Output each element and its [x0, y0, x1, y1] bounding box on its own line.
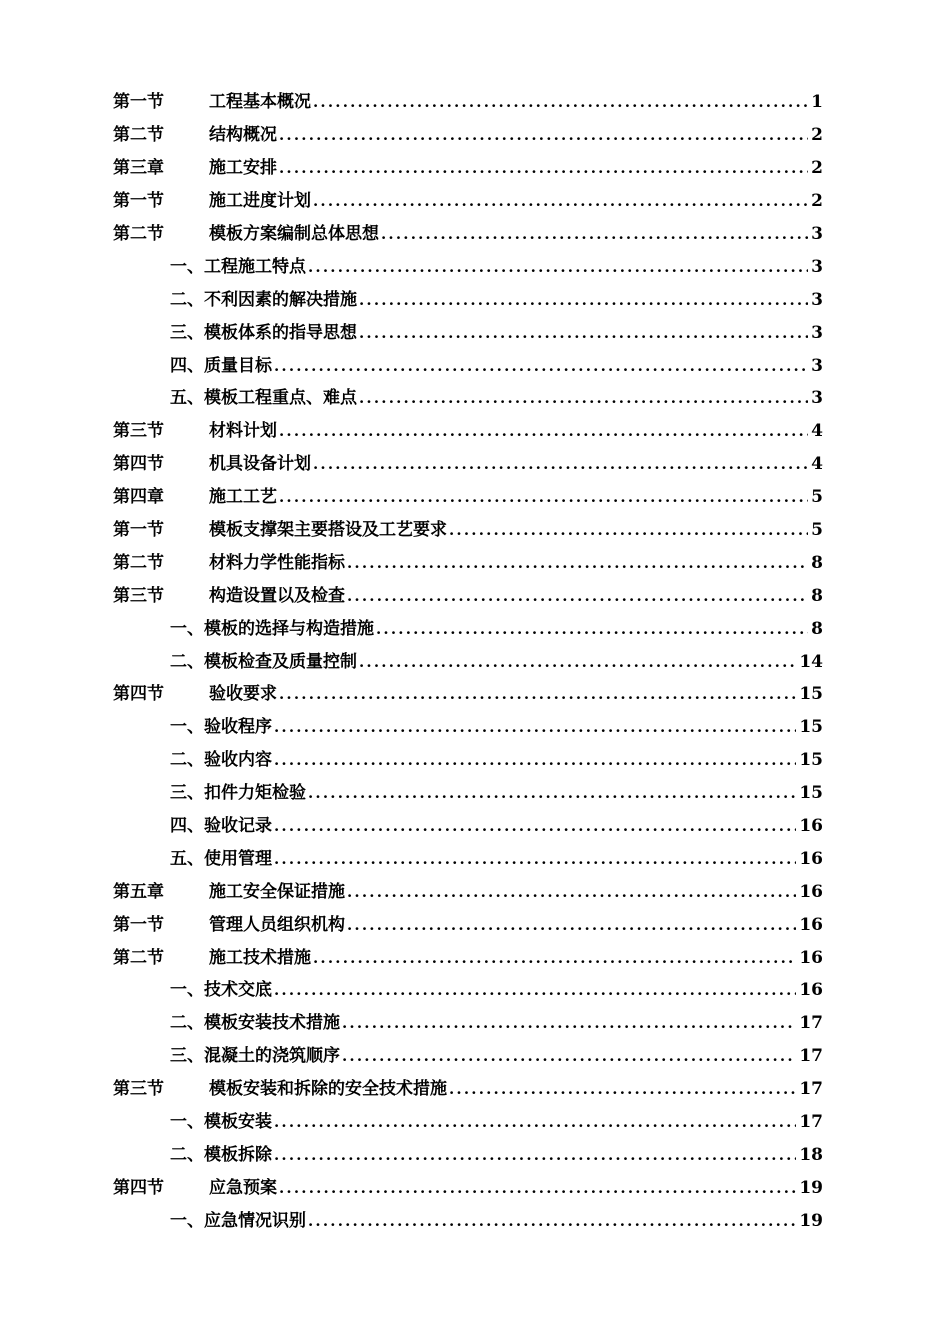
- toc-entry-page-number: 3: [811, 388, 823, 409]
- toc-entry-leader-dots: [347, 586, 808, 606]
- toc-entry-title: 施工安全保证措施: [209, 881, 345, 902]
- toc-entry-title: 模板安装和拆除的安全技术措施: [209, 1079, 447, 1100]
- toc-entry-title: 二、不利因素的解决措施: [170, 289, 357, 310]
- toc-entry-page-number: 16: [799, 848, 823, 869]
- toc-entry-label: 第一节: [113, 191, 164, 212]
- toc-entry[interactable]: [113, 218, 823, 251]
- toc-entry-label: 第三节: [113, 1079, 164, 1100]
- toc-entry-title: 模板支撑架主要搭设及工艺要求: [209, 520, 447, 541]
- toc-entry-page-number: 17: [799, 1079, 823, 1100]
- toc-entry-leader-dots: [274, 1145, 796, 1165]
- toc-subentry[interactable]: [113, 382, 823, 415]
- toc-entry[interactable]: [113, 941, 823, 974]
- toc-entry-label: 第四节: [113, 454, 164, 475]
- toc-entry-label: 第三章: [113, 158, 164, 179]
- toc-entry[interactable]: [113, 415, 823, 448]
- toc-entry-leader-dots: [274, 849, 796, 869]
- toc-entry-title: 构造设置以及检查: [209, 585, 345, 606]
- toc-entry-title: 二、模板安装技术措施: [170, 1013, 340, 1034]
- toc-entry-leader-dots: [308, 1211, 796, 1231]
- toc-entry-title: 一、技术交底: [170, 980, 272, 1001]
- toc-subentry[interactable]: [113, 283, 823, 316]
- toc-subentry[interactable]: [113, 349, 823, 382]
- toc-entry-label: 第四章: [113, 487, 164, 508]
- toc-entry-label: 第三节: [113, 585, 164, 606]
- toc-entry-leader-dots: [279, 158, 808, 178]
- toc-entry-page-number: 3: [811, 224, 823, 244]
- toc-entry-label: 第一节: [113, 92, 164, 113]
- toc-entry-page-number: 16: [799, 947, 823, 968]
- toc-subentry[interactable]: [113, 250, 823, 283]
- toc-entry-leader-dots: [313, 948, 796, 968]
- toc-entry-page-number: 18: [799, 1144, 823, 1165]
- toc-entry-title: 施工工艺: [209, 487, 277, 508]
- toc-entry-page-number: 19: [799, 1177, 823, 1198]
- toc-entry-leader-dots: [274, 1112, 796, 1132]
- toc-entry-title: 五、模板工程重点、难点: [170, 388, 357, 409]
- toc-entry-title: 三、模板体系的指导思想: [170, 322, 357, 343]
- toc-entry-title: 管理人员组织机构: [209, 914, 345, 935]
- toc-subentry[interactable]: [113, 1040, 823, 1073]
- toc-entry[interactable]: [113, 908, 823, 941]
- toc-entry-page-number: 17: [799, 1112, 823, 1133]
- toc-entry-leader-dots: [274, 816, 796, 836]
- toc-subentry[interactable]: [113, 1007, 823, 1040]
- toc-entry-page-number: 2: [811, 191, 823, 212]
- toc-entry-leader-dots: [359, 388, 808, 408]
- toc-entry-label: 第二节: [113, 224, 164, 244]
- toc-entry-page-number: 3: [811, 256, 823, 277]
- toc-entry-page-number: 15: [799, 684, 823, 705]
- toc-entry-page-number: 15: [799, 783, 823, 804]
- toc-entry-page-number: 8: [811, 618, 823, 639]
- toc-entry[interactable]: [113, 119, 823, 152]
- toc-entry-title: 施工进度计划: [209, 191, 311, 212]
- toc-entry-label: 第三节: [113, 421, 164, 442]
- toc-entry-page-number: 15: [799, 750, 823, 771]
- toc-entry-title: 模板方案编制总体思想: [209, 224, 379, 244]
- toc-entry-leader-dots: [279, 487, 808, 507]
- toc-entry-page-number: 2: [811, 125, 823, 146]
- toc-entry-leader-dots: [449, 520, 808, 540]
- toc-entry-title: 应急预案: [209, 1177, 277, 1198]
- toc-entry-label: 第五章: [113, 881, 164, 902]
- toc-subentry[interactable]: [113, 777, 823, 810]
- toc-entry-title: 五、使用管理: [170, 848, 272, 869]
- toc-entry-label: 第二节: [113, 125, 164, 146]
- toc-entry[interactable]: [113, 678, 823, 711]
- toc-entry-page-number: 16: [799, 816, 823, 837]
- toc-entry-leader-dots: [279, 125, 808, 145]
- toc-entry[interactable]: [113, 185, 823, 218]
- toc-entry-leader-dots: [274, 717, 796, 737]
- toc-entry-leader-dots: [308, 783, 796, 803]
- toc-entry-leader-dots: [376, 619, 808, 639]
- toc-entry-title: 二、模板拆除: [170, 1144, 272, 1165]
- toc-entry-page-number: 8: [811, 585, 823, 606]
- toc-entry[interactable]: [113, 448, 823, 481]
- toc-entry-title: 机具设备计划: [209, 454, 311, 475]
- toc-subentry[interactable]: [113, 711, 823, 744]
- toc-entry-page-number: 19: [799, 1210, 823, 1231]
- toc-entry-page-number: 14: [799, 651, 823, 672]
- toc-entry-label: 第四节: [113, 684, 164, 705]
- toc-entry-title: 三、扣件力矩检验: [170, 783, 306, 804]
- toc-entry-page-number: 17: [799, 1046, 823, 1067]
- toc-entry-leader-dots: [359, 323, 808, 343]
- toc-entry[interactable]: [113, 86, 823, 119]
- toc-entry-leader-dots: [347, 882, 796, 902]
- toc-entry-title: 四、验收记录: [170, 816, 272, 837]
- toc-entry-title: 一、验收程序: [170, 717, 272, 738]
- toc-entry[interactable]: [113, 152, 823, 185]
- toc-entry-page-number: 8: [811, 552, 823, 573]
- toc-entry[interactable]: [113, 546, 823, 579]
- toc-entry-leader-dots: [347, 553, 808, 573]
- toc-entry-page-number: 17: [799, 1013, 823, 1034]
- toc-entry-leader-dots: [274, 356, 808, 376]
- toc-subentry[interactable]: [113, 1139, 823, 1172]
- toc-entry-leader-dots: [313, 191, 808, 211]
- toc-entry-title: 二、模板检查及质量控制: [170, 651, 357, 672]
- toc-entry[interactable]: [113, 1073, 823, 1106]
- toc-entry-label: 第一节: [113, 520, 164, 541]
- toc-entry-leader-dots: [279, 421, 808, 441]
- toc-subentry[interactable]: [113, 810, 823, 843]
- toc-entry-leader-dots: [359, 652, 796, 672]
- toc-entry-title: 四、质量目标: [170, 355, 272, 376]
- toc-entry-title: 一、应急情况识别: [170, 1210, 306, 1231]
- toc-entry-leader-dots: [347, 915, 796, 935]
- toc-entry-title: 验收要求: [209, 684, 277, 705]
- toc-entry[interactable]: [113, 1171, 823, 1204]
- toc-entry-leader-dots: [308, 257, 808, 277]
- toc-entry-title: 结构概况: [209, 125, 277, 146]
- toc-entry-leader-dots: [313, 92, 808, 112]
- toc-entry-page-number: 15: [799, 717, 823, 738]
- toc-entry-leader-dots: [279, 1178, 796, 1198]
- toc-entry-page-number: 3: [811, 322, 823, 343]
- toc-subentry[interactable]: [113, 612, 823, 645]
- toc-entry[interactable]: [113, 514, 823, 547]
- toc-subentry[interactable]: [113, 1204, 823, 1237]
- toc-entry-label: 第四节: [113, 1177, 164, 1198]
- toc-entry-leader-dots: [313, 454, 808, 474]
- toc-entry-leader-dots: [449, 1079, 796, 1099]
- toc-entry-title: 一、模板安装: [170, 1112, 272, 1133]
- toc-entry-page-number: 5: [811, 487, 823, 508]
- toc-entry-leader-dots: [359, 290, 808, 310]
- toc-entry-title: 二、验收内容: [170, 750, 272, 771]
- table-of-contents: [113, 86, 823, 1237]
- toc-entry-page-number: 16: [799, 881, 823, 902]
- toc-entry-leader-dots: [274, 750, 796, 770]
- toc-entry-leader-dots: [342, 1046, 796, 1066]
- toc-entry-label: 第二节: [113, 552, 164, 573]
- toc-entry-page-number: 3: [811, 355, 823, 376]
- toc-subentry[interactable]: [113, 645, 823, 678]
- toc-entry-leader-dots: [279, 684, 796, 704]
- toc-entry-title: 一、工程施工特点: [170, 256, 306, 277]
- toc-subentry[interactable]: [113, 1106, 823, 1139]
- toc-entry-title: 三、混凝土的浇筑顺序: [170, 1046, 340, 1067]
- toc-entry-page-number: 1: [811, 92, 823, 113]
- toc-entry-leader-dots: [274, 980, 796, 1000]
- toc-entry[interactable]: [113, 875, 823, 908]
- toc-entry-title: 一、模板的选择与构造措施: [170, 618, 374, 639]
- toc-subentry[interactable]: [113, 974, 823, 1007]
- toc-entry[interactable]: [113, 481, 823, 514]
- toc-entry-label: 第一节: [113, 914, 164, 935]
- toc-subentry[interactable]: [113, 842, 823, 875]
- toc-subentry[interactable]: [113, 744, 823, 777]
- toc-subentry[interactable]: [113, 316, 823, 349]
- toc-entry-page-number: 16: [799, 980, 823, 1001]
- toc-entry-leader-dots: [342, 1013, 796, 1033]
- toc-entry-title: 材料力学性能指标: [209, 552, 345, 573]
- toc-entry-page-number: 5: [811, 520, 823, 541]
- toc-entry-page-number: 4: [811, 421, 823, 442]
- toc-entry-title: 材料计划: [209, 421, 277, 442]
- toc-entry-page-number: 3: [811, 289, 823, 310]
- toc-entry-leader-dots: [381, 224, 808, 244]
- toc-entry-title: 工程基本概况: [209, 92, 311, 113]
- toc-entry[interactable]: [113, 579, 823, 612]
- toc-entry-page-number: 2: [811, 158, 823, 179]
- toc-entry-page-number: 4: [811, 454, 823, 475]
- toc-entry-title: 施工安排: [209, 158, 277, 179]
- toc-entry-label: 第二节: [113, 947, 164, 968]
- toc-entry-page-number: 16: [799, 914, 823, 935]
- toc-entry-title: 施工技术措施: [209, 947, 311, 968]
